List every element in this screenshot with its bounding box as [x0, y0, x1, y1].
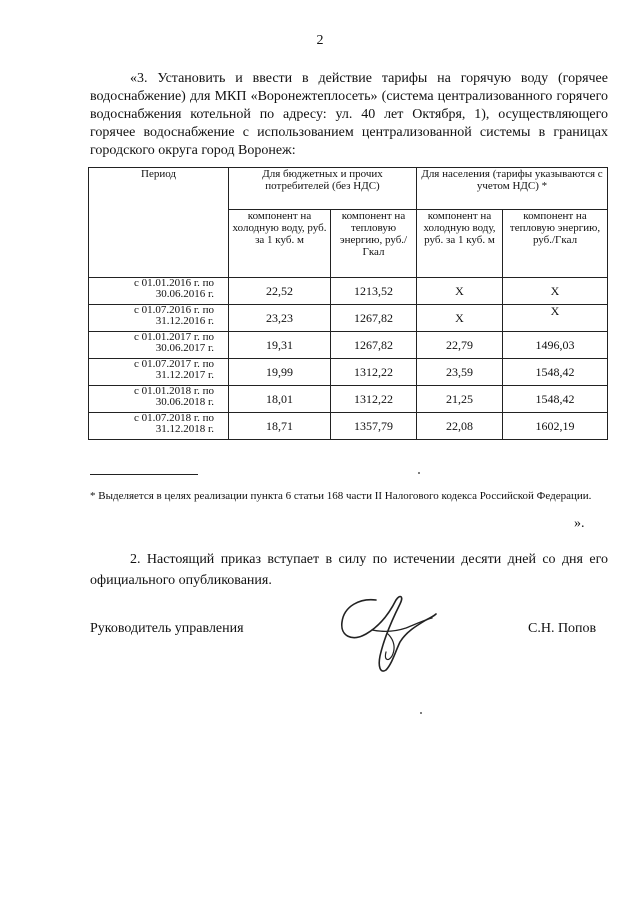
clause-3-text: «3. Установить и ввести в действие тарифы на горячую воду (горячее водоснабжение) для МКП «Воронежтеплосеть» (система централизованного горячего водоснабжения котельной по адресу: ул. 40 лет Октября, 1), осуществляющего горячее водоснабжение с использованием централизованной системы в границах городского округа город Воронеж:	[90, 71, 608, 158]
budget-heat-cell: 1213,52	[331, 278, 417, 305]
period-cell: с 01.07.2016 г. по 31.12.2016 г.	[89, 305, 229, 332]
closing-quote: ».	[574, 516, 585, 531]
table-row	[89, 278, 608, 305]
population-heat-cell: 1548,42	[503, 359, 608, 386]
population-cold-cell: 22,79	[417, 332, 503, 359]
header-population: Для населения (тарифы указываются с учетом НДС) *	[417, 168, 608, 210]
table-row	[89, 332, 608, 359]
subheader-thermal: компонент на тепловую энергию, руб./Гкал	[331, 210, 417, 278]
subheader-cold-water: компонент на холодную воду, руб. за 1 куб. м	[229, 210, 331, 278]
budget-cold-cell: 23,23	[229, 305, 331, 332]
population-cold-cell: 21,25	[417, 386, 503, 413]
budget-heat-cell: 1357,79	[331, 413, 417, 440]
tariff-table	[88, 167, 608, 440]
header-period: Период	[89, 168, 229, 278]
scan-speck	[420, 712, 422, 714]
handwritten-signature	[330, 590, 440, 680]
clause-2-text: 2. Настоящий приказ вступает в силу по истечении десяти дней со дня его официального опубликования.	[90, 552, 608, 588]
signature-role: Руководитель управления	[90, 621, 244, 636]
population-heat-cell: 1548,42	[503, 386, 608, 413]
period-cell: с 01.07.2018 г. по 31.12.2018 г.	[89, 413, 229, 440]
table-row	[89, 413, 608, 440]
budget-heat-cell: 1267,82	[331, 305, 417, 332]
footnote: * Выделяется в целях реализации пункта 6 статьи 168 части II Налогового кодекса Российской Федерации.	[90, 490, 592, 502]
signature-name: С.Н. Попов	[528, 621, 597, 636]
period-cell: с 01.01.2017 г. по 30.06.2017 г.	[89, 332, 229, 359]
population-heat-cell: Х	[503, 278, 608, 305]
population-heat-cell: Х	[503, 305, 608, 332]
population-heat-cell: 1602,19	[503, 413, 608, 440]
subheader-cold-water-population: компонент на холодную воду, руб. за 1 куб. м	[417, 210, 503, 278]
budget-cold-cell: 18,71	[229, 413, 331, 440]
scan-speck	[418, 472, 420, 474]
header-budget: Для бюджетных и прочих потребителей (без НДС)	[229, 168, 417, 210]
table-row	[89, 359, 608, 386]
budget-cold-cell: 22,52	[229, 278, 331, 305]
footnote-divider	[90, 474, 198, 475]
budget-cold-cell: 19,99	[229, 359, 331, 386]
budget-heat-cell: 1312,22	[331, 359, 417, 386]
population-cold-cell: Х	[417, 278, 503, 305]
table-row	[89, 305, 608, 332]
budget-cold-cell: 18,01	[229, 386, 331, 413]
period-cell: с 01.07.2017 г. по 31.12.2017 г.	[89, 359, 229, 386]
budget-cold-cell: 19,31	[229, 332, 331, 359]
population-heat-cell: 1496,03	[503, 332, 608, 359]
period-cell: с 01.01.2016 г. по 30.06.2016 г.	[89, 278, 229, 305]
budget-heat-cell: 1312,22	[331, 386, 417, 413]
population-cold-cell: 22,08	[417, 413, 503, 440]
subheader-thermal-population: компонент на тепловую энергию, руб./Гкал	[503, 210, 608, 278]
population-cold-cell: Х	[417, 305, 503, 332]
page-number: 2	[316, 33, 324, 48]
period-cell: с 01.01.2018 г. по 30.06.2018 г.	[89, 386, 229, 413]
population-cold-cell: 23,59	[417, 359, 503, 386]
table-row	[89, 386, 608, 413]
budget-heat-cell: 1267,82	[331, 332, 417, 359]
